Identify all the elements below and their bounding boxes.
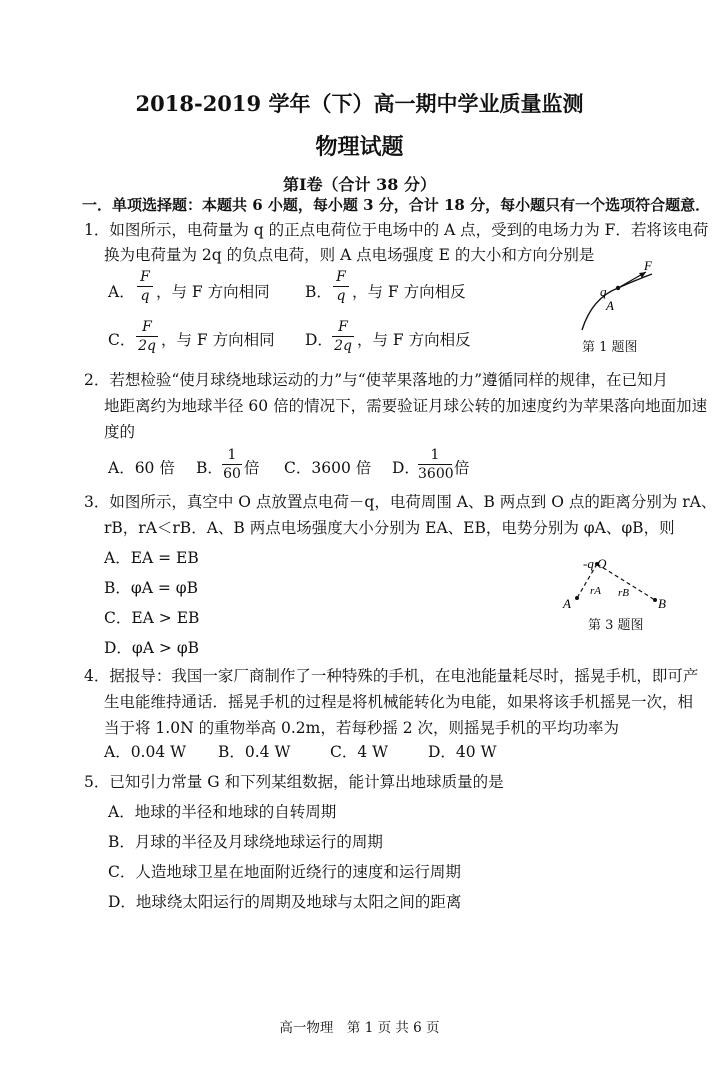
q5-option-c: C．人造地球卫星在地面附近绕行的速度和运行周期 (108, 863, 461, 881)
q1-line1: 1．如图所示，电荷量为 q 的正点电荷位于电场中的 A 点，受到的电场力为 F．若将该电荷 (84, 221, 709, 239)
page-footer: 高一物理 第 1 页 共 6 页 (279, 1020, 440, 1036)
q1-figure-caption: 第 1 题图 (582, 340, 638, 355)
field-line (582, 274, 652, 330)
q4-option-b: B．0.4 W (218, 743, 291, 761)
q3-option-d: D．φA > φB (104, 639, 200, 657)
q4-option-d: D．40 W (428, 743, 497, 761)
q5-line1: 5．已知引力常量 G 和下列某组数据，能计算出地球质量的是 (84, 773, 504, 791)
q2-option-a: A．60 倍 (108, 459, 175, 477)
q1-option-c-fraction: F 2q (136, 318, 158, 355)
subject-title: 物理试题 (315, 134, 404, 160)
q1-option-d-label: D． (305, 331, 333, 349)
q2-option-d-unit: 倍 (454, 459, 470, 477)
fig3-A-label: A (563, 596, 571, 611)
q2-line3: 度的 (104, 423, 136, 441)
fig3-O-label: -q O (583, 556, 607, 571)
q4-option-c: C．4 W (330, 743, 389, 761)
q4-option-a: A．0.04 W (104, 743, 187, 761)
q4-line2: 生电能维持通话．摇晃手机的过程是将机械能转化为电能，如果将该手机摇晃一次，相 (104, 693, 694, 711)
q2-line1: 2．若想检验“使月球绕地球运动的力”与“使苹果落地的力”遵循同样的规律，在已知月 (84, 371, 669, 389)
q3-line1: 3．如图所示，真空中 O 点放置点电荷－q，电荷周围 A、B 两点到 O 点的距离分别为 rA、 (84, 493, 717, 511)
q3-figure (555, 550, 675, 612)
q1-option-a-text: ，与 F 方向相同 (156, 283, 270, 301)
fig1-A-label: A (606, 298, 614, 313)
q1-line2: 换为电荷量为 2q 的负点电荷，则 A 点电场强度 E 的大小和方向分别是 (104, 246, 595, 264)
point-B (653, 598, 657, 602)
fig3-rB-label: rB (618, 587, 629, 599)
q2-option-c: C．3600 倍 (284, 459, 372, 477)
q4-line1: 4．据报导：我国一家厂商制作了一种特殊的手机，在电池能量耗尽时，摇晃手机，即可产 (84, 667, 699, 685)
q4-line3: 当于将 1.0N 的重物举高 0.2m，若每秒摇 2 次，则摇晃手机的平均功率为 (104, 719, 620, 737)
q1-option-b-text: ，与 F 方向相反 (352, 283, 466, 301)
q2-option-b-label: B． (196, 459, 223, 477)
q1-option-a-label: A． (108, 283, 135, 301)
q1-option-b-label: B． (305, 283, 332, 301)
q2-option-b-fraction: 1 60 (223, 447, 241, 482)
q1-option-c-label: C． (108, 331, 136, 349)
charge-point (616, 286, 620, 290)
q2-option-d-fraction: 1 3600 (418, 447, 454, 482)
q3-figure-caption: 第 3 题图 (588, 618, 644, 633)
fig3-rA-label: rA (590, 585, 601, 597)
q1-option-b-fraction: F q (333, 268, 349, 305)
q5-option-d: D．地球绕太阳运行的周期及地球与太阳之间的距离 (108, 893, 462, 911)
part1-heading: 一．单项选择题：本题共 6 小题，每小题 3 分，合计 18 分，每小题只有一个选项符合题意． (82, 196, 711, 214)
q2-line2: 地距离约为地球半径 60 倍的情况下，需要验证月球公转的加速度约为苹果落向地面加速 (104, 397, 708, 415)
q2-option-b-unit: 倍 (244, 459, 260, 477)
q1-option-d-text: ，与 F 方向相反 (357, 331, 471, 349)
q3-line2: rB，rA＜rB．A、B 两点电场强度大小分别为 EA、EB，电势分别为 φA、φB，则 (104, 519, 675, 537)
q3-option-c: C．EA > EB (104, 609, 200, 627)
fig3-B-label: B (658, 596, 666, 611)
q1-option-a-fraction: F q (137, 268, 153, 305)
fig1-q-label: q (600, 284, 607, 299)
exam-title: 2018-2019 学年（下）高一期中学业质量监测 (135, 91, 584, 116)
q1-option-c-text: ，与 F 方向相同 (161, 331, 275, 349)
q3-option-b: B．φA = φB (104, 579, 199, 597)
fig1-F-label: F (644, 258, 652, 273)
q1-figure (570, 258, 670, 338)
point-A (575, 596, 579, 600)
q1-option-d-fraction: F 2q (332, 318, 354, 355)
q3-option-a: A．EA = EB (104, 549, 199, 567)
q5-option-b: B．月球的半径及月球绕地球运行的周期 (108, 833, 383, 851)
q5-option-a: A．地球的半径和地球的自转周期 (108, 803, 337, 821)
q2-option-d-label: D． (392, 459, 420, 477)
section-title: 第Ⅰ卷（合计 38 分） (283, 175, 436, 194)
